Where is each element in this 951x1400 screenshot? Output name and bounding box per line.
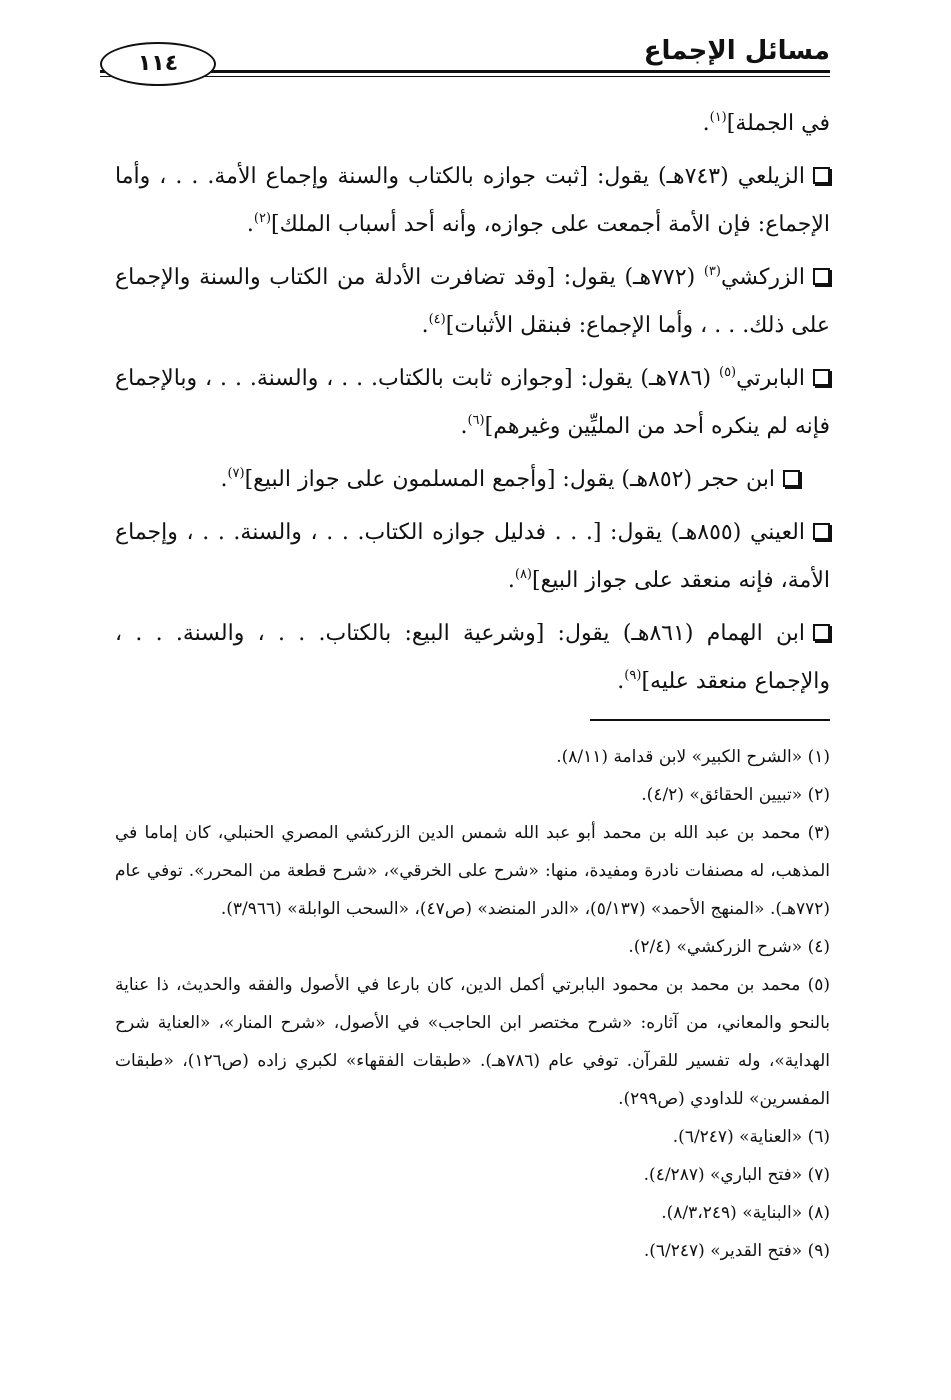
- footnote-7: (٧) «فتح الباري» (٤/٢٨٧).: [643, 1165, 830, 1185]
- footnote-9: (٩) «فتح القدير» (٦/٢٤٧).: [643, 1241, 830, 1261]
- paragraph-ibn-hajar: ابن حجر (٨٥٢هـ) يقول: [وأجمع المسلمون على جواز البيع]$^{(٧)}$.: [115, 456, 830, 504]
- square-bullet-icon: [813, 624, 830, 641]
- footnote-4: (٤) «شرح الزركشي» (٢/٤).: [628, 937, 830, 957]
- header-rule-thin: [100, 76, 830, 77]
- footnote-separator: [590, 719, 830, 721]
- footnote-3: (٣) محمد بن عبد الله بن محمد أبو عبد الله شمس الدين الزركشي المصري الحنبلي، كان إماما في المذهب، له مصنفات نادرة ومفيدة، منها: «شرح على الخرقي»، «شرح قطعة من المحرر». توفي عام (٧٧٢هـ). «المنهج الأحمد» (٥/١٣٧)، «الدر المنضد» (ص٤٧)، «السحب الوابلة» (٣/٩٦٦).: [115, 823, 830, 919]
- paragraph-ibn-humam: ابن الهمام (٨٦١هـ) يقول: [وشرعية البيع: بالكتاب. . . ، والسنة. . . ، والإجماع منعقد عليه]$^{(٩)}$.: [115, 621, 830, 694]
- footnotes: [115, 738, 830, 1270]
- footnote-ref: (٨): [514, 567, 532, 582]
- main-text: [115, 100, 830, 711]
- page-number: ١١٤: [100, 42, 216, 86]
- footnote-ref: (٩): [624, 668, 642, 683]
- footnote-5: (٥) محمد بن محمد بن محمود البابرتي أكمل الدين، كان بارعا في الأصول والفقه والحديث، ذا عناية بالنحو والمعاني، من آثاره: «شرح مختصر ابن الحاجب» في الأصول، «شرح المنار»، «العناية شرح الهداية»، وله تفسير للقرآن. توفي عام (٧٨٦هـ). «طبقات الفقهاء» لكبري زاده (ص١٢٦)، «طبقات المفسرين» للداودي (ص٢٩٩).: [115, 975, 830, 1109]
- footnote-ref: (١): [709, 110, 727, 125]
- footnote-ref: (٤): [428, 312, 446, 327]
- paragraph-zarkashi: الزركشي$^{(٣)}$ (٧٧٢هـ) يقول: [وقد تضافرت الأدلة من الكتاب والسنة والإجماع على ذلك. . . ، وأما الإجماع: فبنقل الأثبات]$^{(٤)}$.: [115, 264, 830, 338]
- footnote-ref: (٢): [253, 211, 272, 226]
- footnote-2: (٢) «تبيين الحقائق» (٤/٢).: [641, 785, 830, 805]
- square-bullet-icon: [813, 369, 830, 386]
- footnote-ref: (٧): [227, 466, 245, 481]
- book-title: مسائل الإجماع: [643, 36, 830, 66]
- paragraph-ayni: العيني (٨٥٥هـ) يقول: [. . . فدليل جوازه الكتاب. . . ، والسنة. . . ، وإجماع الأمة، فإنه منعقد على جواز البيع]$^{(٨)}$.: [115, 520, 830, 593]
- footnote-1: (١) «الشرح الكبير» لابن قدامة (٨/١١).: [556, 747, 830, 767]
- square-bullet-icon: [813, 167, 830, 184]
- footnote-8: (٨) «البناية» (٨/٣،٢٤٩).: [661, 1203, 830, 1223]
- paragraph-babarti: البابرتي$^{(٥)}$ (٧٨٦هـ) يقول: [وجوازه ثابت بالكتاب. . . ، والسنة. . . ، وبالإجماع فإنه لم ينكره أحد من المليِّين وغيرهم]$^{(٦)}$.: [115, 365, 830, 439]
- footnote-6: (٦) «العناية» (٦/٢٤٧).: [672, 1127, 830, 1147]
- square-bullet-icon: [813, 268, 830, 285]
- footnote-ref: (٦): [467, 413, 485, 428]
- square-bullet-icon: [783, 470, 800, 487]
- paragraph-continuation: في الجملة]$^{(١)}$.: [702, 110, 830, 136]
- square-bullet-icon: [813, 523, 830, 540]
- footnote-ref: (٣): [703, 264, 721, 279]
- paragraph-zaylai: الزيلعي (٧٤٣هـ) يقول: [ثبت جوازه بالكتاب والسنة وإجماع الأمة. . . ، وأما الإجماع: فإن الأمة أجمعت على جوازه، وأنه أحد أسباب الملك]$^{(٢)}$.: [115, 164, 830, 237]
- footnote-ref: (٥): [718, 365, 737, 380]
